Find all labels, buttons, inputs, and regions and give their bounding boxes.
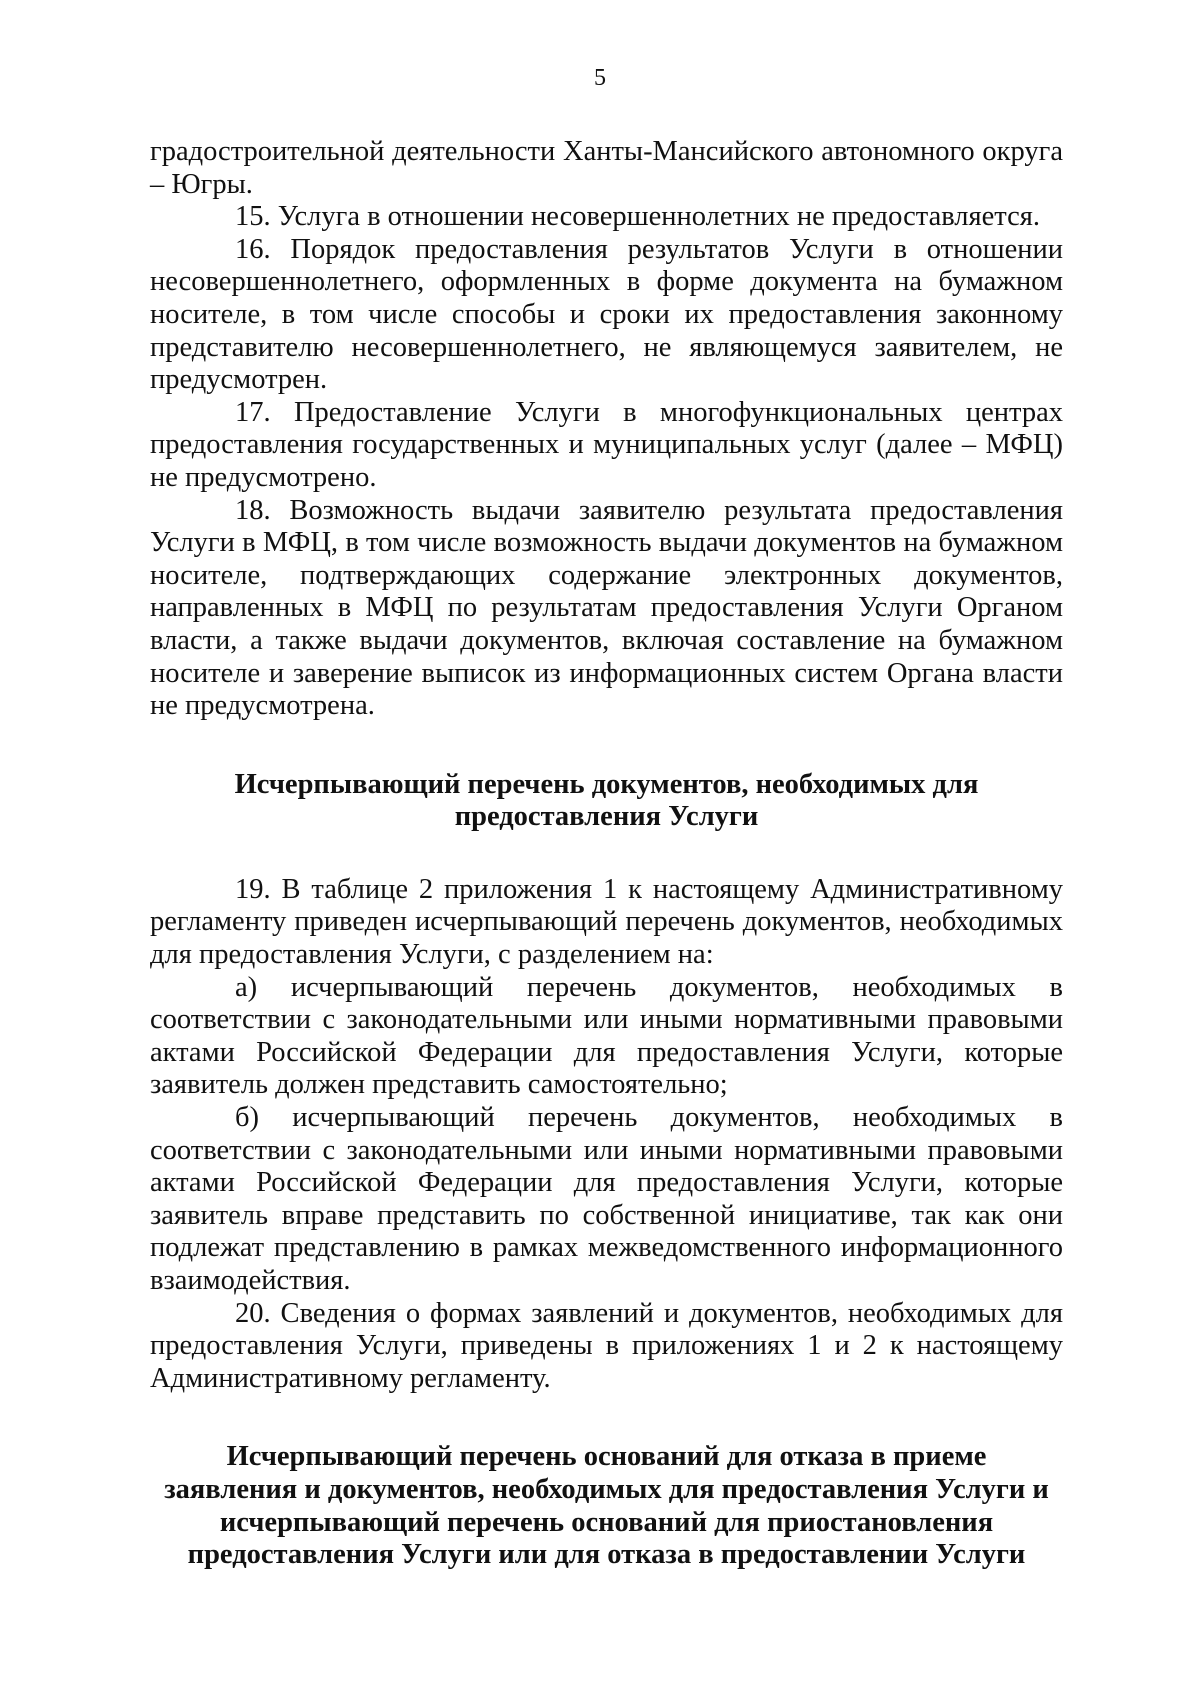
paragraph-17: 17. Предоставление Услуги в многофункциональных центрах предоставления государственных и муниципальных услуг (далее – МФЦ) не предусмотрено. (150, 396, 1063, 493)
page-number: 5 (594, 65, 606, 91)
section-heading-line: заявления и документов, необходимых для предоставления Услуги и (164, 1473, 1049, 1505)
paragraph-20: 20. Сведения о формах заявлений и документов, необходимых для предоставления Услуги, приведены в приложениях 1 и 2 к настоящему Административному регламенту. (150, 1297, 1063, 1394)
paragraph-19-a: а) исчерпывающий перечень документов, необходимых в соответствии с законодательными или иными нормативными правовыми актами Российской Федерации для предоставления Услуги, которые заявитель должен представить самостоятельно; (150, 971, 1063, 1101)
paragraph-16: 16. Порядок предоставления результатов Услуги в отношении несовершеннолетнего, оформленных в форме документа на бумажном носителе, в том числе способы и сроки их предоставления законному представителю несовершеннолетнего, не являющемуся заявителем, не предусмотрен. (150, 233, 1063, 396)
section-heading-line: Исчерпывающий перечень документов, необходимых для (234, 768, 979, 800)
paragraph-continuation: градостроительной деятельности Ханты-Мансийского автономного округа – Югры. (150, 136, 1063, 200)
paragraph-19-b: б) исчерпывающий перечень документов, необходимых в соответствии с законодательными или иными нормативными правовыми актами Российской Федерации для предоставления Услуги, которые заявитель вправе представить по собственной инициативе, так как они подлежат представлению в рамках межведомственного информационного взаимодействия. (150, 1102, 1063, 1296)
section-heading-line: Исчерпывающий перечень оснований для отказа в приеме (226, 1441, 987, 1473)
paragraph-18: 18. Возможность выдачи заявителю результата предоставления Услуги в МФЦ, в том числе возможность выдачи документов на бумажном носителе, подтверждающих содержание электронных документов, направленных в МФЦ по результатам предоставления Услуги Органом власти, а также выдачи документов, включая составление на бумажном носителе и заверение выписок из информационных систем Органа власти не предусмотрена. (150, 494, 1063, 722)
section-heading-line: исчерпывающий перечень оснований для приостановления (219, 1506, 994, 1538)
section-heading-documents (150, 769, 1063, 834)
section-heading-line: предоставления Услуги или для отказа в предоставлении Услуги (187, 1539, 1026, 1571)
paragraph-19: 19. В таблице 2 приложения 1 к настоящему Административному регламенту приведен исчерпывающий перечень документов, необходимых для предоставления Услуги, с разделением на: (150, 873, 1063, 971)
paragraph-15: 15. Услуга в отношении несовершеннолетних не предоставляется. (235, 201, 1040, 233)
section-heading-line: предоставления Услуги (454, 801, 759, 833)
document-body (150, 136, 1063, 1572)
section-heading-refusal-grounds (150, 1441, 1063, 1571)
